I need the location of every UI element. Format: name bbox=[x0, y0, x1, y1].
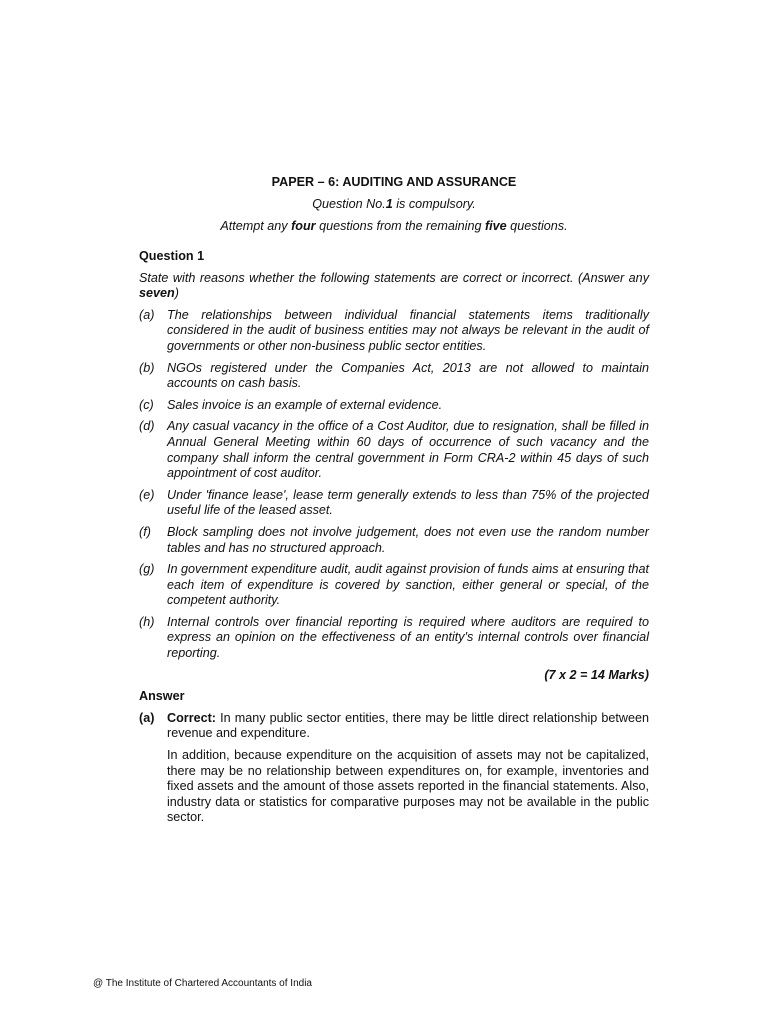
answer-text bbox=[167, 711, 649, 742]
question-heading: Question 1 bbox=[139, 249, 205, 263]
statement-label: (f) bbox=[139, 524, 151, 539]
compulsory-number: 1 bbox=[385, 197, 393, 211]
statement-label: (b) bbox=[139, 360, 155, 375]
answer-label: (a) bbox=[139, 710, 155, 725]
statement-item bbox=[139, 525, 649, 556]
statement-item bbox=[139, 361, 649, 392]
attempt-five: five bbox=[484, 219, 507, 233]
compulsory-note bbox=[139, 197, 649, 213]
statement-item bbox=[139, 488, 649, 519]
question-content bbox=[139, 249, 649, 826]
statement-text: Internal controls over financial reporting is required where auditors are required to express an opinion on the effectiveness of an entity's internal controls over financial reporting. bbox=[167, 614, 649, 661]
attempt-pre: Attempt any bbox=[220, 219, 292, 233]
answer-item bbox=[139, 711, 649, 742]
attempt-note bbox=[139, 219, 649, 235]
statement-text: NGOs registered under the Companies Act, 2013 are not allowed to maintain accounts on cash basis. bbox=[167, 360, 649, 391]
attempt-four: four bbox=[291, 219, 316, 233]
statement-item bbox=[139, 308, 649, 355]
answer-body: In many public sector entities, there may be little direct relationship between revenue and expenditure. bbox=[167, 710, 649, 741]
statement-item bbox=[139, 615, 649, 662]
statement-label: (c) bbox=[139, 397, 154, 412]
marks-allocation: (7 x 2 = 14 Marks) bbox=[544, 667, 649, 682]
statement-label: (g) bbox=[139, 562, 155, 577]
instruction-pre: State with reasons whether the following statements are correct or incorrect. (Answer any bbox=[139, 270, 649, 285]
paper-header bbox=[139, 175, 649, 235]
statement-item bbox=[139, 398, 649, 414]
copyright-footer: @ The Institute of Chartered Accountants of India bbox=[93, 978, 312, 989]
statement-text: Any casual vacancy in the office of a Cost Auditor, due to resignation, shall be filled in Annual General Meeting within 60 days of occurrence of such vacancy and the company shall inform the central government in Form CRA-2 within 45 days of such appointment of cost auditor. bbox=[167, 419, 649, 481]
instruction-post: ) bbox=[174, 286, 179, 301]
answer-verdict: Correct: bbox=[167, 710, 216, 725]
compulsory-post: is compulsory. bbox=[392, 197, 476, 211]
statement-text: The relationships between individual financial statements items traditionally considered in the audit of business entities may not always be relevant in the audit of governments or other non-business public sector entities. bbox=[167, 307, 649, 353]
statement-text: Block sampling does not involve judgement, does not even use the random number tables and has no structured approach. bbox=[167, 524, 649, 555]
statement-label: (h) bbox=[139, 614, 155, 629]
statement-item bbox=[139, 562, 649, 609]
statement-text: Sales invoice is an example of external evidence. bbox=[167, 397, 443, 412]
statement-text: Under 'finance lease', lease term generally extends to less than 75% of the projected useful life of the leased asset. bbox=[167, 487, 649, 518]
answer-heading: Answer bbox=[139, 689, 185, 704]
statement-item bbox=[139, 419, 649, 481]
attempt-post: questions. bbox=[506, 219, 568, 233]
statement-label: (e) bbox=[139, 487, 155, 502]
paper-title: PAPER – 6: AUDITING AND ASSURANCE bbox=[271, 175, 517, 189]
instruction-bold: seven bbox=[139, 286, 175, 301]
statement-label: (a) bbox=[139, 307, 155, 322]
statement-label: (d) bbox=[139, 419, 155, 434]
attempt-mid: questions from the remaining bbox=[315, 219, 485, 233]
statement-text: In government expenditure audit, audit against provision of funds aims at ensuring that each item of expenditure is covered by sanction, either general or special, of the competent authority. bbox=[167, 562, 649, 608]
question-instruction bbox=[139, 271, 649, 302]
answer-paragraph: In addition, because expenditure on the acquisition of assets may not be capitalized, there may be no relationship between expenditures on, for example, inventories and fixed assets and the amount of those assets reported in the financial statements. Also, industry data or statistics for comparative purposes may not be available in the public sector. bbox=[167, 748, 649, 825]
compulsory-pre: Question No. bbox=[312, 197, 386, 211]
